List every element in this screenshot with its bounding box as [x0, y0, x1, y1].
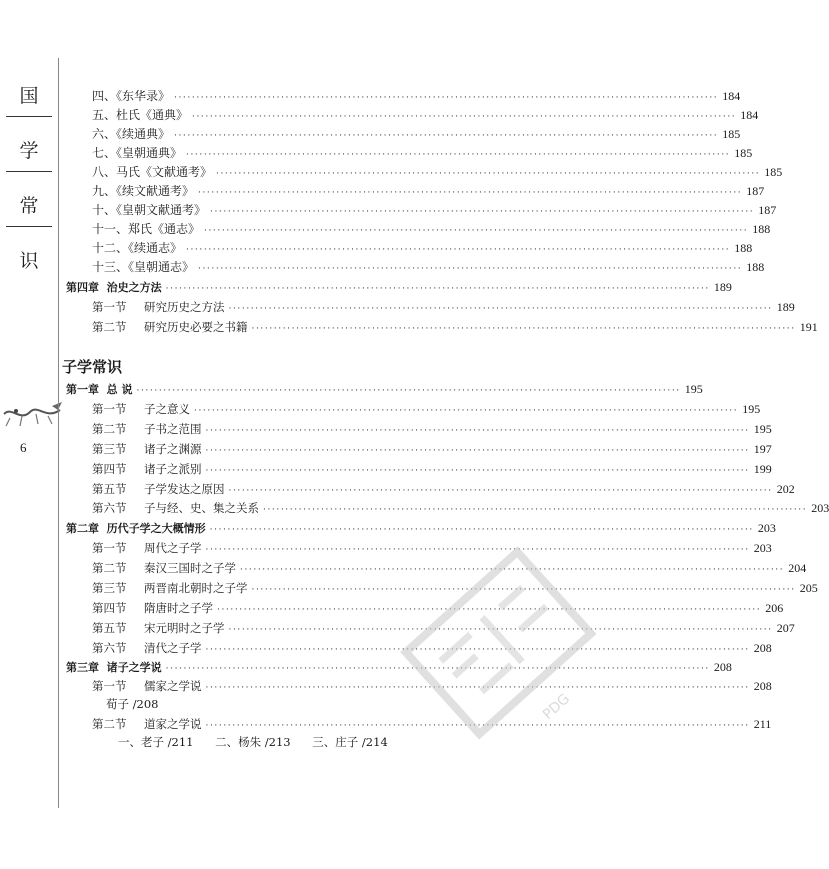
toc-section[interactable] [92, 401, 761, 421]
leader-dots: ·························································································································· [209, 525, 754, 535]
section-label: 第一节 子之意义 [92, 402, 190, 416]
toc-chapter[interactable] [66, 279, 732, 299]
leader-dots: ·························································································································· [228, 304, 773, 314]
toc-section[interactable] [92, 441, 772, 461]
section-page: 189 [776, 300, 795, 314]
leader-dots: ·························································································································· [204, 226, 749, 236]
toc-entry[interactable] [92, 125, 741, 145]
entry-label: 十、《皇朝文献通考》 [92, 203, 207, 217]
section-page: 204 [788, 561, 807, 575]
toc-section[interactable] [92, 299, 795, 319]
title-char: 国 [19, 85, 39, 107]
section-page: 195 [753, 422, 772, 436]
leader-dots: ·························································································································· [263, 505, 808, 515]
leader-dots: ·························································································································· [165, 664, 710, 674]
entry-page: 188 [734, 241, 753, 255]
section-label: 第六节 清代之子学 [92, 641, 202, 655]
entry-label: 七、《皇朝通典》 [92, 146, 183, 160]
section-page: 202 [776, 482, 795, 496]
leader-dots: ·························································································································· [205, 721, 750, 731]
section-label: 第五节 宋元明时之子学 [92, 621, 225, 635]
leader-dots: ·························································································································· [192, 112, 737, 122]
section-page: 206 [765, 601, 784, 615]
toc-entry[interactable] [92, 163, 783, 183]
leader-dots: ·························································································································· [205, 683, 750, 693]
section-label: 第二节 子书之范围 [92, 422, 202, 436]
section-label: 第四节 诸子之派别 [92, 462, 202, 476]
chapter-page: 189 [713, 280, 732, 294]
toc-entry[interactable] [92, 106, 759, 126]
chapter-label: 第一章 总 说 [66, 383, 133, 396]
subentry-item: 二、杨朱 /213 [215, 735, 291, 749]
leader-dots: ·························································································································· [240, 565, 785, 575]
chapter-page: 203 [757, 521, 776, 535]
entry-page: 187 [746, 184, 765, 198]
section-page: 211 [753, 717, 772, 731]
section-page: 203 [811, 501, 829, 515]
section-label: 第四节 隋唐时之子学 [92, 601, 213, 615]
title-char: 识 [19, 250, 39, 272]
watermark-text: PDG [539, 690, 574, 723]
entry-page: 184 [740, 108, 759, 122]
leader-dots: ·························································································································· [194, 406, 739, 416]
section-label: 第六节 子与经、史、集之关系 [92, 501, 259, 515]
leader-dots: ·························································································································· [136, 386, 681, 396]
section-label: 第一节 研究历史之方法 [92, 300, 225, 314]
toc-entry[interactable] [92, 182, 765, 202]
divider [6, 171, 52, 172]
entry-page: 187 [758, 203, 777, 217]
toc-section[interactable] [92, 481, 795, 501]
entry-page: 185 [764, 165, 783, 179]
entry-label: 八、马氏《文献通考》 [92, 165, 213, 179]
leader-dots: ·························································································································· [165, 284, 710, 294]
entry-label: 四、《东华录》 [92, 89, 171, 103]
toc-entry[interactable] [92, 144, 753, 164]
toc-chapter[interactable] [66, 381, 703, 401]
chapter-page: 208 [713, 660, 732, 674]
part-heading: 子学常识 [62, 358, 123, 376]
section-label: 第一节 儒家之学说 [92, 679, 202, 693]
entry-page: 185 [734, 146, 753, 160]
toc-chapter[interactable] [66, 520, 776, 540]
leader-dots: ·························································································································· [217, 605, 762, 615]
toc-section[interactable] [92, 421, 772, 441]
section-page: 203 [753, 541, 772, 555]
entry-label: 五、杜氏《通典》 [92, 108, 189, 122]
subentry-line: 荀子 /208 [106, 697, 159, 711]
page-number: 6 [20, 440, 27, 455]
section-label: 第二节 道家之学说 [92, 717, 202, 731]
entry-page: 184 [722, 89, 741, 103]
leader-dots: ·························································································································· [251, 585, 796, 595]
entry-page: 188 [746, 260, 765, 274]
toc-section[interactable] [92, 319, 818, 339]
toc-section[interactable] [92, 461, 772, 481]
toc-entry[interactable] [92, 258, 765, 278]
toc-entry[interactable] [92, 239, 753, 259]
subentry-item: 三、庄子 /214 [312, 735, 388, 749]
section-page: 191 [799, 320, 818, 334]
dragon-ornament-icon [2, 396, 64, 428]
toc-entry[interactable] [92, 201, 777, 221]
leader-dots: ·························································································································· [216, 169, 761, 179]
chapter-label: 第三章 诸子之学说 [66, 661, 162, 674]
section-page: 205 [799, 581, 818, 595]
section-label: 第三节 诸子之渊源 [92, 442, 202, 456]
leader-dots: ·························································································································· [174, 131, 719, 141]
leader-dots: ·························································································································· [205, 446, 750, 456]
chapter-label: 第四章 治史之方法 [66, 281, 162, 294]
subentry-line [118, 734, 406, 750]
entry-label: 六、《续通典》 [92, 127, 171, 141]
entry-label: 十二、《续通志》 [92, 241, 183, 255]
divider [6, 116, 52, 117]
leader-dots: ·························································································································· [186, 150, 731, 160]
chapter-label: 第二章 历代子学之大概情形 [66, 522, 206, 535]
chapter-page: 195 [684, 382, 703, 396]
leader-dots: ·························································································································· [205, 466, 750, 476]
leader-dots: ·························································································································· [210, 207, 755, 217]
leader-dots: ·························································································································· [186, 245, 731, 255]
section-page: 195 [742, 402, 761, 416]
entry-label: 九、《续文献通考》 [92, 184, 195, 198]
watermark-stamp-icon [398, 540, 598, 760]
section-page: 199 [753, 462, 772, 476]
section-label: 第二节 秦汉三国时之子学 [92, 561, 236, 575]
margin-rule [58, 58, 59, 808]
subentry-item: 一、老子 /211 [118, 735, 194, 749]
leader-dots: ·························································································································· [251, 324, 796, 334]
section-page: 208 [753, 679, 772, 693]
entry-page: 185 [722, 127, 741, 141]
title-char: 常 [19, 195, 39, 217]
leader-dots: ·························································································································· [205, 545, 750, 555]
section-page: 208 [753, 641, 772, 655]
divider [6, 226, 52, 227]
toc-section[interactable] [92, 500, 829, 520]
leader-dots: ·························································································································· [205, 645, 750, 655]
section-label: 第五节 子学发达之原因 [92, 482, 225, 496]
toc-entry[interactable] [92, 220, 771, 240]
running-title [0, 82, 58, 275]
leader-dots: ·························································································································· [198, 264, 743, 274]
section-page: 207 [776, 621, 795, 635]
toc-entry[interactable] [92, 87, 741, 107]
section-label: 第一节 周代之子学 [92, 541, 202, 555]
entry-label: 十三、《皇朝通志》 [92, 260, 195, 274]
title-char: 学 [19, 140, 39, 162]
section-label: 第二节 研究历史必要之书籍 [92, 320, 248, 334]
entry-label: 十一、郑氏《通志》 [92, 222, 201, 236]
section-label: 第三节 两晋南北朝时之子学 [92, 581, 248, 595]
section-page: 197 [753, 442, 772, 456]
leader-dots: ·························································································································· [174, 93, 719, 103]
entry-page: 188 [752, 222, 771, 236]
leader-dots: ·························································································································· [198, 188, 743, 198]
leader-dots: ·························································································································· [228, 625, 773, 635]
leader-dots: ·························································································································· [228, 486, 773, 496]
leader-dots: ·························································································································· [205, 426, 750, 436]
